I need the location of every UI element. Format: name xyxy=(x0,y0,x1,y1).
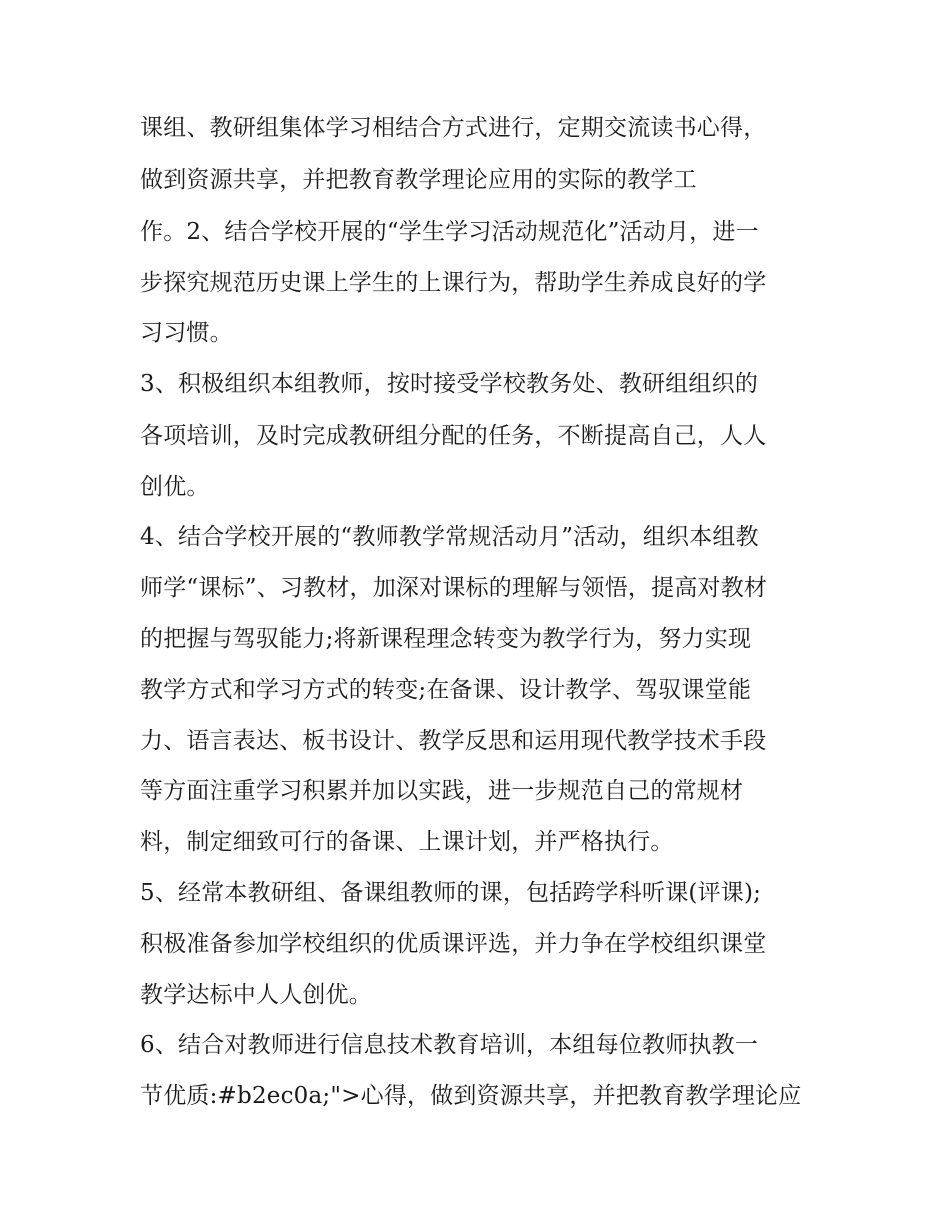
text-line: 各项培训，及时完成教研组分配的任务，不断提高自己，人人 xyxy=(140,423,767,449)
text-line: 习习惯。 xyxy=(140,320,233,346)
text-line: 教学达标中人人创优。 xyxy=(140,982,372,1008)
text-line: 3、积极组织本组教师，按时接受学校教务处、教研组组织的 xyxy=(140,371,759,397)
text-line: 节优质:#b2ec0a;">心得，做到资源共享，并把教育教学理论应 xyxy=(140,1083,802,1109)
text-line: 课组、教研组集体学习相结合方式进行，定期交流读书心得， xyxy=(140,115,767,141)
text-line: 料，制定细致可行的备课、上课计划，并严格执行。 xyxy=(140,829,674,855)
text-line: 做到资源共享，并把教育教学理论应用的实际的教学工 xyxy=(140,167,697,193)
text-line: 积极准备参加学校组织的优质课评选，并力争在学校组织课堂 xyxy=(140,931,767,957)
text-line: 的把握与驾驭能力;将新课程理念转变为教学行为，努力实现 xyxy=(140,626,752,652)
text-line: 6、结合对教师进行信息技术教育培训，本组每位教师执教一 xyxy=(140,1032,759,1058)
text-line: 5、经常本教研组、备课组教师的课，包括跨学科听课(评课); xyxy=(140,880,762,906)
text-line: 力、语言表达、板书设计、教学反思和运用现代教学技术手段 xyxy=(140,728,767,754)
text-line: 创优。 xyxy=(140,474,210,500)
text-line: 教学方式和学习方式的转变;在备课、设计教学、驾驭课堂能 xyxy=(140,677,752,703)
text-line: 4、结合学校开展的“教师教学常规活动月”活动，组织本组教 xyxy=(140,524,759,550)
text-line: 作。2、结合学校开展的“学生学习活动规范化”活动月，进一 xyxy=(140,219,759,245)
text-line: 等方面注重学习积累并加以实践，进一步规范自己的常规材 xyxy=(140,778,744,804)
text-line: 步探究规范历史课上学生的上课行为，帮助学生养成良好的学 xyxy=(140,270,767,296)
text-line: 师学“课标”、习教材，加深对课标的理解与领悟，提高对教材 xyxy=(140,575,768,601)
